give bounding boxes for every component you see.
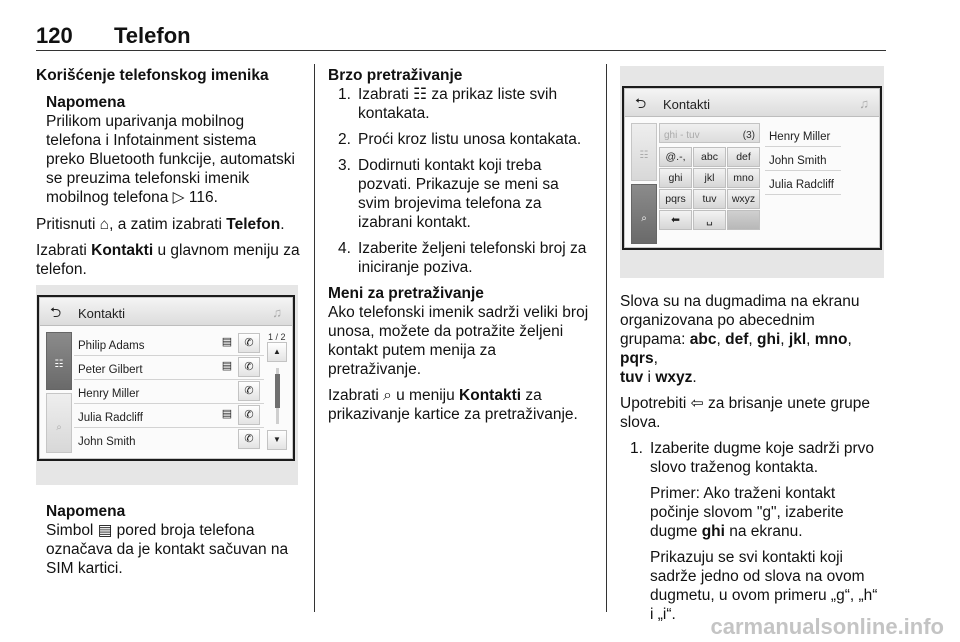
search-steps: [620, 439, 890, 624]
key-space[interactable]: ␣: [693, 210, 726, 230]
section-heading: Korišćenje telefonskog imenika: [36, 67, 269, 84]
search-menu-title: Meni za pretraživanje: [328, 285, 484, 302]
note-line: SIM kartici.: [46, 560, 123, 577]
contacts-tab[interactable]: [46, 332, 72, 390]
step: 2. Proći kroz listu unosa kontakata.: [338, 131, 582, 148]
back-icon[interactable]: ⮌: [50, 304, 62, 320]
key-tuv[interactable]: tuv: [693, 189, 726, 209]
delete-text: Upotrebiti ⇦ za brisanje unete grupe slova.: [620, 395, 870, 431]
contacts-screen: [39, 297, 293, 459]
contacts-tab[interactable]: [631, 123, 657, 181]
screenshot-search-keyboard: [620, 66, 884, 278]
page-number: 120: [36, 23, 73, 48]
step: 3. Dodirnuti kontakt koji treba pozvati. Prikazuje se meni sa svim brojevima telefona za izabrani kontakt.: [338, 157, 559, 231]
key-pqrs[interactable]: pqrs: [659, 189, 692, 209]
note-line: telefona i Infotainment sistema: [46, 132, 257, 149]
groups-text: Slova su na dugmadima na ekranu organizovana po abecednim grupama: abc, def, ghi, jkl, mno, pqrs, tuv i wxyz.: [620, 293, 860, 386]
result-row[interactable]: Henry Miller: [765, 123, 841, 147]
key-ghi[interactable]: ghi: [659, 168, 692, 188]
select-instruction: Izabrati Kontakti u glavnom meniju za telefon.: [36, 242, 300, 278]
section-title: Telefon: [114, 23, 191, 48]
key-backspace[interactable]: ⬅: [659, 210, 692, 230]
search-icon: ⌕: [383, 387, 392, 404]
sim-icon: ▤: [97, 522, 113, 539]
result-row[interactable]: John Smith: [765, 147, 841, 171]
quick-search-title: Brzo pretraživanje: [328, 67, 463, 84]
contact-row[interactable]: Julia Radcliff ▤ ✆: [74, 404, 264, 428]
note-box-2: [36, 502, 306, 578]
contact-row[interactable]: Peter Gilbert ▤ ✆: [74, 356, 264, 380]
note-line: se preuzima telefonski imenik: [46, 170, 250, 187]
note-title: Napomena: [46, 94, 126, 111]
page-indicator: 1 / 2: [268, 332, 286, 342]
column-2: [328, 66, 600, 431]
search-tab[interactable]: [46, 393, 72, 453]
note-line: mobilnog telefona ▷ 116.: [46, 189, 218, 206]
scroll-up-button[interactable]: ▲: [267, 342, 287, 362]
screen-title: Kontakti: [78, 306, 125, 321]
note-title: Napomena: [46, 503, 126, 520]
call-button[interactable]: ✆: [238, 357, 260, 377]
screen-header: [625, 89, 879, 117]
column-divider-2: [606, 64, 607, 612]
scroll-down-button[interactable]: ▼: [267, 430, 287, 450]
step: 1. Izaberite dugme koje sadrži prvo slovo traženog kontakta. Primer: Ako traženi kontakt počinje slovom "g", izaberite dugme ghi na ekranu. Prikazuju se svi kontakti koji sadrže jedno od slova na ovom dugmetu, u ovom primeru „g“, „h“ i „i“.: [620, 439, 890, 624]
contact-icon: ☷: [413, 86, 428, 103]
column-1: [36, 66, 306, 286]
music-icon[interactable]: ♫: [859, 96, 869, 111]
sim-icon: ▤: [221, 408, 233, 420]
key-jkl[interactable]: jkl: [693, 168, 726, 188]
contact-icon: ☷: [639, 150, 649, 161]
step: 1. Izabrati ☷ za prikaz liste svih kontakata.: [338, 86, 558, 122]
note-line: Simbol ▤ pored broja telefona: [46, 522, 255, 539]
result-count: (3): [742, 130, 755, 141]
column-divider-1: [314, 64, 315, 612]
search-menu-text: Ako telefonski imenik sadrži veliki broj unosa, možete da potražite željeni kontakt putem menija za pretraživanje.: [328, 304, 589, 378]
note-line: Prilikom uparivanja mobilnog: [46, 113, 245, 130]
key-symbols[interactable]: @.-,: [659, 147, 692, 167]
contact-row[interactable]: John Smith ✆: [74, 428, 264, 452]
screen-header: [40, 298, 292, 326]
contact-row[interactable]: Henry Miller ✆: [74, 380, 264, 404]
note-line: preko Bluetooth funkcije, automatski: [46, 151, 295, 168]
search-icon: ⌕: [641, 213, 647, 224]
contact-icon: ☷: [54, 359, 64, 370]
result-row[interactable]: Julia Radcliff: [765, 171, 841, 195]
call-button[interactable]: ✆: [238, 405, 260, 425]
contact-row[interactable]: Philip Adams ▤ ✆: [74, 332, 264, 356]
header-rule: [36, 50, 886, 51]
note-box: [36, 93, 306, 207]
screen-title: Kontakti: [663, 97, 710, 112]
search-field[interactable]: ghi - tuv (3): [659, 123, 760, 143]
key-wxyz[interactable]: wxyz: [727, 189, 760, 209]
press-instruction: Pritisnuti ⌂, a zatim izabrati Telefon.: [36, 216, 285, 233]
search-tab[interactable]: [631, 184, 657, 244]
column-3: [620, 292, 890, 631]
call-button[interactable]: ✆: [238, 381, 260, 401]
key-mno[interactable]: mno: [727, 168, 760, 188]
quick-search-steps: [328, 85, 600, 277]
key-abc[interactable]: abc: [693, 147, 726, 167]
screenshot-contacts-list: [36, 285, 298, 485]
watermark: carmanualsonline.info: [710, 614, 944, 639]
key-def[interactable]: def: [727, 147, 760, 167]
key-blank: [727, 210, 760, 230]
home-icon: ⌂: [99, 216, 110, 233]
scrollbar-thumb[interactable]: [275, 374, 280, 408]
call-button[interactable]: ✆: [238, 333, 260, 353]
result-text: Prikazuju se svi kontakti koji sadrže jedno od slova na ovom dugmetu, u ovom primeru „g“, „h“ i „i“.: [650, 549, 878, 623]
search-screen: [624, 88, 880, 248]
music-icon[interactable]: ♫: [272, 305, 282, 320]
sim-icon: ▤: [221, 336, 233, 348]
example-text: Primer: Ako traženi kontakt počinje slovom "g", izaberite dugme ghi na ekranu.: [650, 485, 844, 540]
backspace-icon: ⇦: [690, 395, 704, 412]
search-instruction: Izabrati ⌕ u meniju Kontakti za prikazivanje kartice za pretraživanje.: [328, 387, 578, 423]
note-line: označava da je kontakt sačuvan na: [46, 541, 289, 558]
call-button[interactable]: ✆: [238, 429, 260, 449]
back-icon[interactable]: ⮌: [635, 95, 647, 111]
sim-icon: ▤: [221, 360, 233, 372]
step: 4. Izaberite željeni telefonski broj za iniciranje poziva.: [338, 240, 587, 276]
search-icon: ⌕: [56, 422, 62, 433]
